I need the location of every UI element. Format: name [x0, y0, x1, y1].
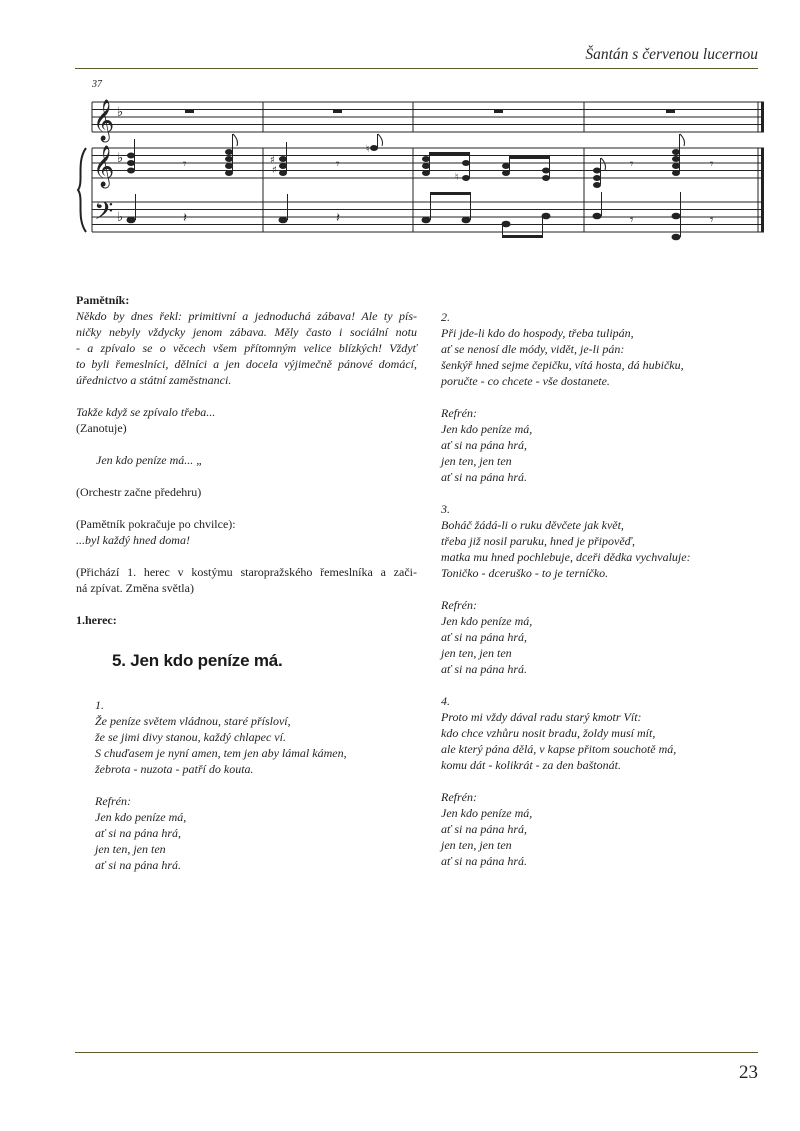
footer-rule [75, 1052, 758, 1053]
stage-direction: ná zpívat. Změna světla) [76, 581, 194, 595]
lyric-line: ať si na pána hrá, [95, 826, 182, 840]
svg-text:♮: ♮ [366, 144, 370, 155]
lyric-line: jen ten, jen ten [441, 454, 512, 468]
refrain-label: Refrén: [441, 598, 477, 612]
svg-text:𝄾: 𝄾 [183, 157, 187, 172]
intro-line: ničky nebyly vždycky jenom zábava. Měly často i sociální notu [76, 325, 417, 339]
refrain-label: Refrén: [441, 790, 477, 804]
lyric-line: jen ten, jen ten [441, 838, 512, 852]
lyric-line: Boháč žádá-li o ruku děvčete jak květ, [441, 518, 624, 532]
refrain-label: Refrén: [441, 406, 477, 420]
header-rule [75, 68, 758, 69]
lyric-line: komu dát - kolikrát - za den baštonát. [441, 758, 621, 772]
lyrics-right [441, 309, 761, 869]
measure-number: 37 [92, 79, 102, 90]
actor-label: 1.herec: [76, 613, 117, 627]
verse-number: 3. [441, 502, 450, 516]
intro-paragraph [76, 308, 417, 388]
lyric-line: ať si na pána hrá. [95, 858, 182, 872]
lyric-line: ať si na pána hrá, [441, 630, 528, 644]
lyric-line: třeba již nosil paruku, hned je připověď, [441, 534, 635, 548]
svg-text:𝄾: 𝄾 [710, 213, 714, 228]
refrain-label: Refrén: [95, 794, 131, 808]
verse-number: 4. [441, 694, 450, 708]
stage-direction: (Zanotuje) [76, 421, 127, 435]
svg-text:𝄾: 𝄾 [630, 157, 634, 172]
speaker-label: Pamětník: [76, 293, 130, 307]
svg-text:♭: ♭ [117, 210, 124, 225]
svg-text:𝄞: 𝄞 [93, 100, 115, 141]
lyric-line: Jen kdo peníze má, [95, 810, 187, 824]
lyric-line: kdo chce vzhůru nosit bradu, žoldy musí mít, [441, 726, 656, 740]
lyric-line: Při jde-li kdo do hospody, třeba tulipán, [441, 326, 634, 340]
lyric-line: ať si na pána hrá. [441, 662, 528, 676]
svg-text:♭: ♭ [117, 151, 124, 166]
quoted-line: Jen kdo peníze má... „ [96, 453, 203, 467]
svg-text:𝄾: 𝄾 [630, 213, 634, 228]
svg-text:♭: ♭ [117, 105, 124, 120]
lyric-line: ať se nenosí dle módy, vidět, je-li pán: [441, 342, 625, 356]
svg-text:♮: ♮ [455, 172, 459, 183]
lyric-line: poručte - co chcete - vše dostanete. [441, 374, 610, 388]
lyric-line: ať si na pána hrá, [441, 438, 528, 452]
lyric-line: jen ten, jen ten [441, 646, 512, 660]
verse-number: 1. [95, 698, 104, 712]
music-score [0, 72, 800, 252]
lyric-line: Jen kdo peníze má, [441, 806, 533, 820]
left-column [76, 292, 417, 628]
lyric-line: jen ten, jen ten [95, 842, 166, 856]
stage-direction: (Přichází 1. herec v kostýmu staropražského řemeslníka a zači- [76, 565, 417, 579]
running-header-title: Šantán s červenou lucernou [585, 46, 758, 63]
svg-text:𝄽: 𝄽 [183, 211, 187, 226]
svg-text:𝄢: 𝄢 [94, 197, 114, 232]
lyrics-left [95, 697, 415, 873]
lyric-line: ať si na pána hrá. [441, 470, 528, 484]
lyric-line: ať si na pána hrá, [441, 822, 528, 836]
stage-direction: (Pamětník pokračuje po chvilce): [76, 517, 236, 531]
stage-text: ...byl každý hned doma! [76, 533, 190, 547]
svg-text:♯: ♯ [270, 155, 275, 166]
svg-text:𝄾: 𝄾 [336, 157, 340, 172]
lyric-line: Jen kdo peníze má, [441, 614, 533, 628]
intro-line: to byli řemeslníci, dělníci a jen docela výjimečně pánové domácí, [76, 357, 417, 371]
svg-text:𝄽: 𝄽 [336, 211, 340, 226]
lyric-line: ale který pána dělá, v kapse přitom souchotě má, [441, 742, 677, 756]
lyric-line: Proto mi vždy dával radu starý kmotr Vít: [441, 710, 642, 724]
page-number: 23 [739, 1062, 758, 1083]
intro-line: Někdo by dnes řekl: primitivní a jednoduchá zábava! Ale ty pís- [76, 309, 417, 323]
lyric-line: že se jimi divy stanou, každý chlapec ví. [95, 730, 286, 744]
lyric-line: matka mu hned pochlebuje, dceři dědka vychvaluje: [441, 550, 691, 564]
intro-line: - a zpívalo se o věcech všem přítomným velice blízkých! Vždyť [76, 341, 417, 355]
stage-text: Takže když se zpívalo třeba... [76, 405, 216, 419]
lyric-line: žebrota - nuzota - patří do kouta. [95, 762, 254, 776]
svg-text:♯: ♯ [272, 165, 277, 176]
stage-direction: (Orchestr začne předehru) [76, 485, 202, 499]
lyric-line: Toničko - dceruško - to je terníčko. [441, 566, 609, 580]
svg-text:𝄾: 𝄾 [710, 157, 714, 172]
lyric-line: S chuďasem je nyní amen, tem jen aby lámal kámen, [95, 746, 347, 760]
lyric-line: šenkýř hned sejme čepičku, vítá hosta, dá hubičku, [441, 358, 684, 372]
lyric-line: ať si na pána hrá. [441, 854, 528, 868]
verse-number: 2. [441, 310, 450, 324]
svg-text:𝄞: 𝄞 [93, 146, 115, 187]
intro-line: úřednictvo a státní zaměstnanci. [76, 373, 232, 387]
song-title: 5. Jen kdo peníze má. [112, 651, 283, 670]
lyric-line: Že peníze světem vládnou, staré přísloví, [95, 714, 291, 728]
lyric-line: Jen kdo peníze má, [441, 422, 533, 436]
